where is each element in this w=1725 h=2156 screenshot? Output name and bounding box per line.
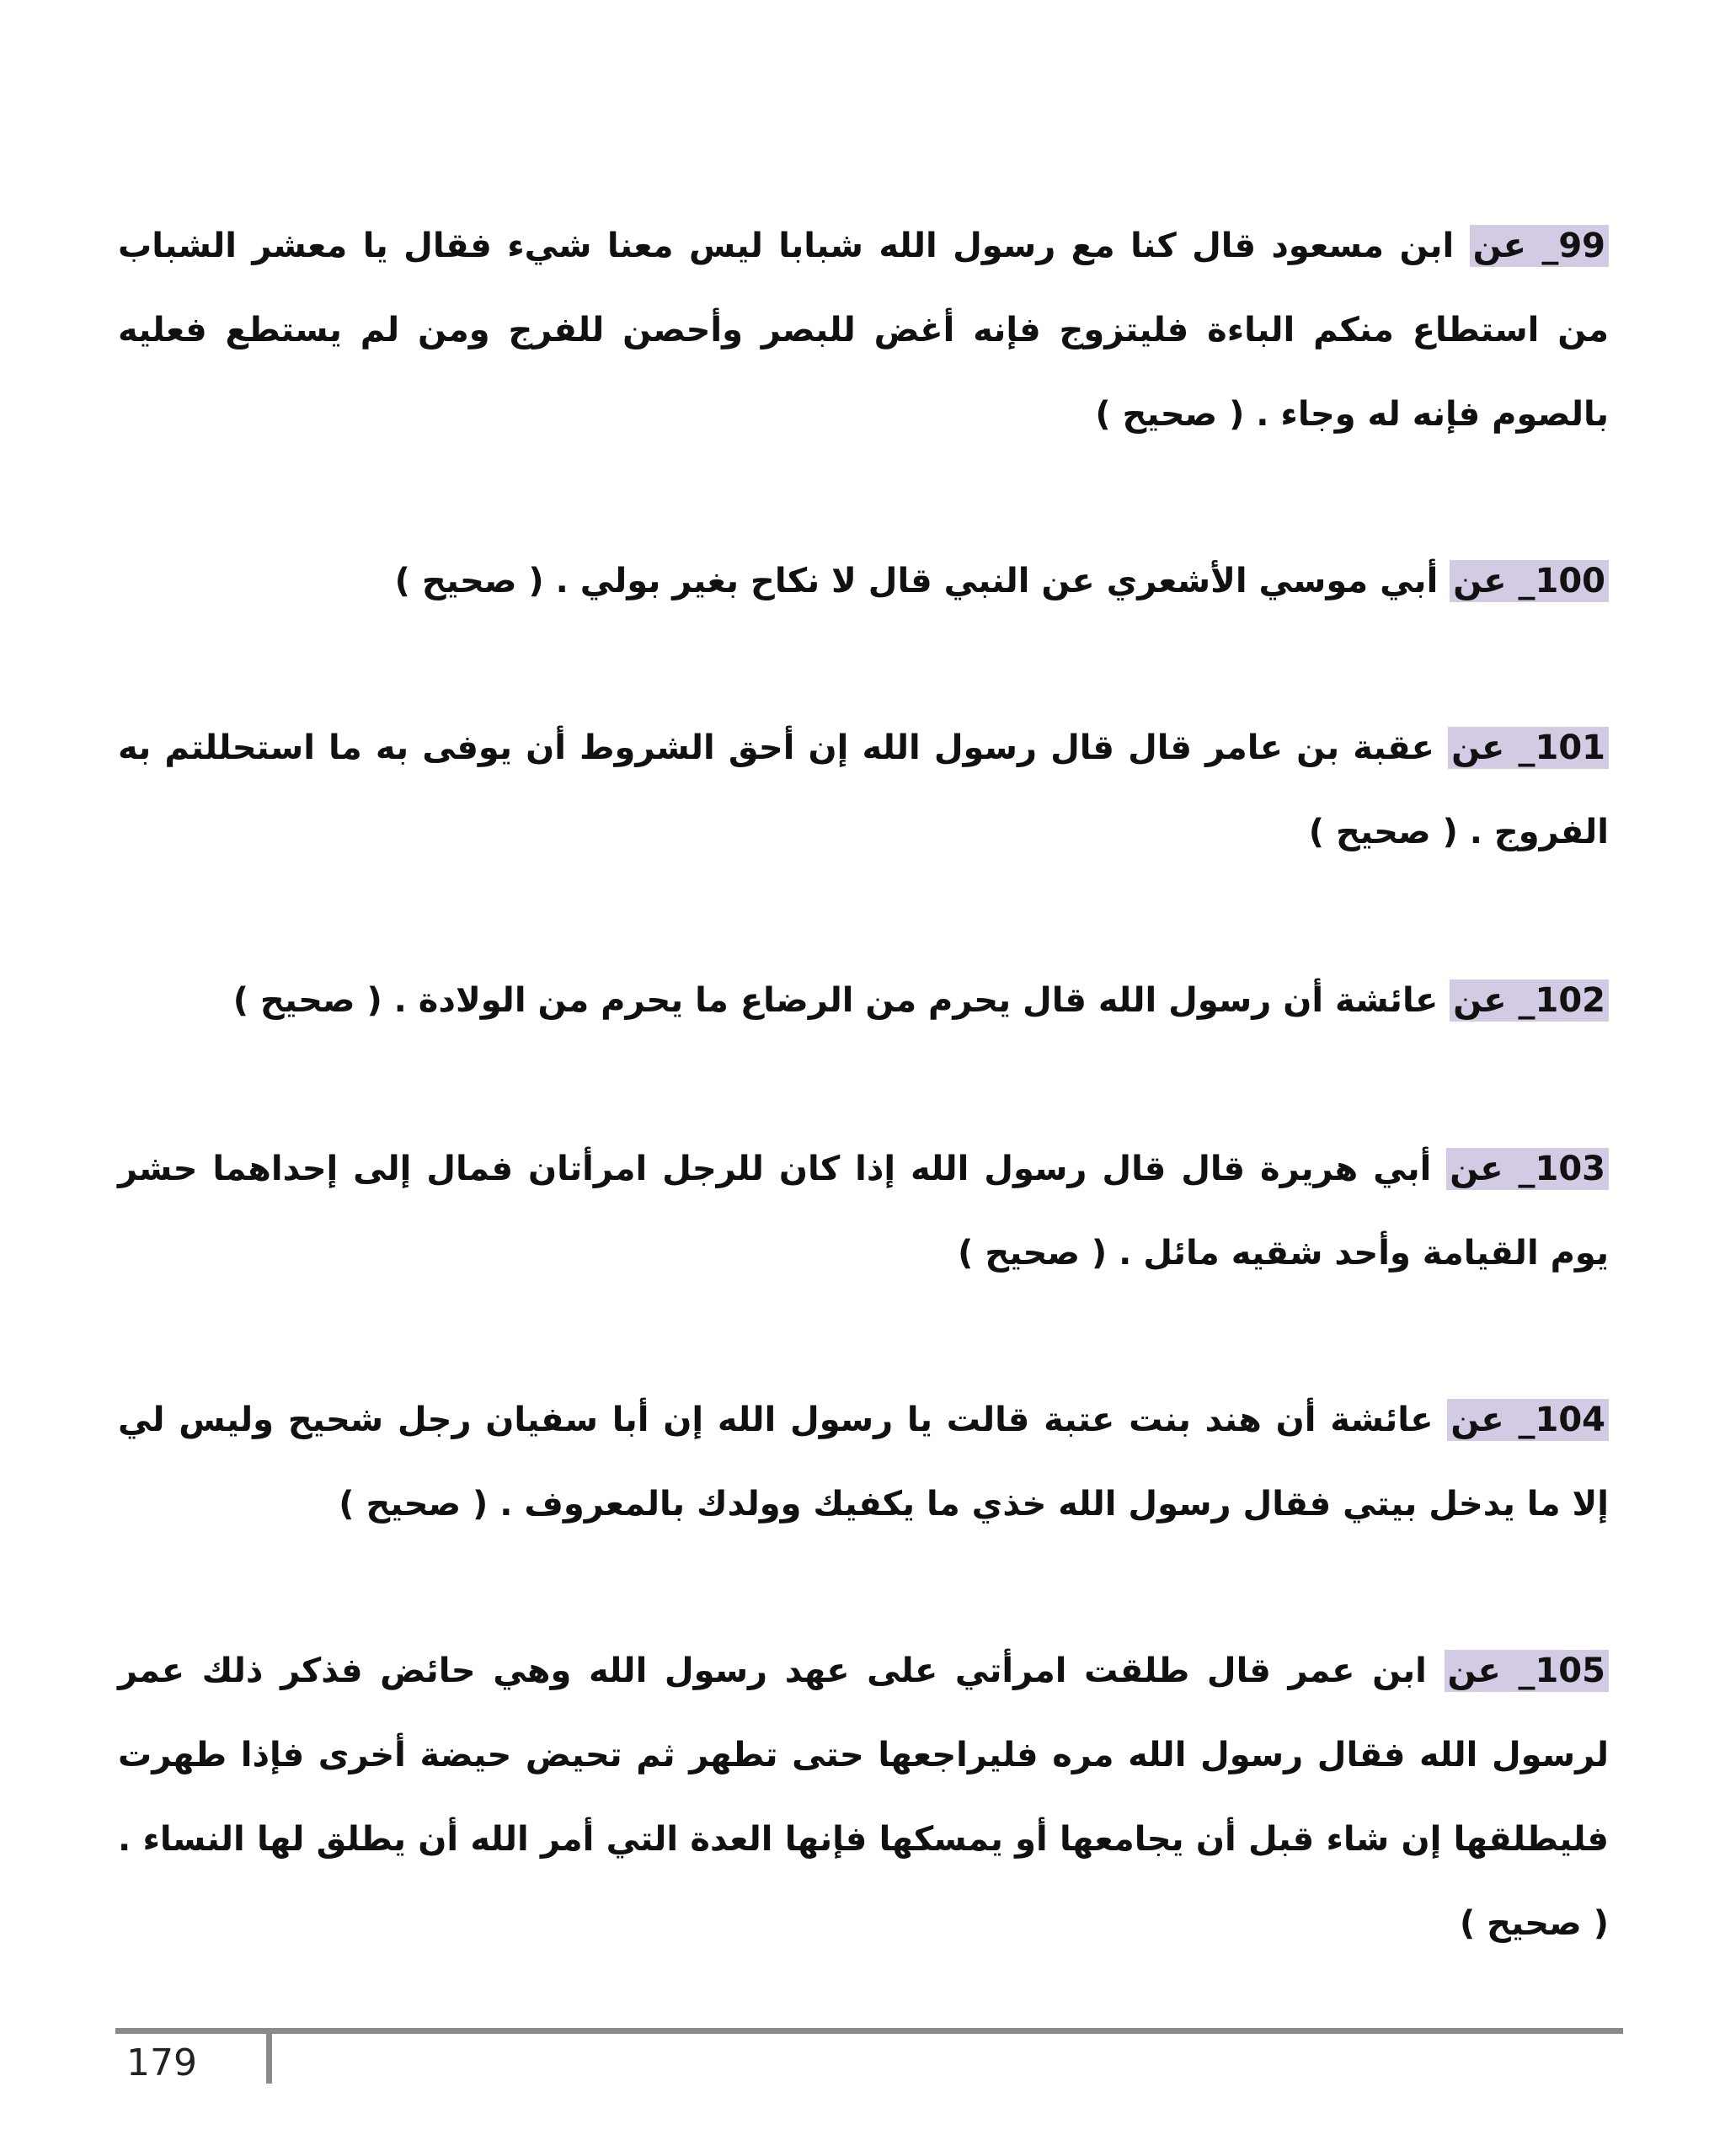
page-number: 179: [126, 2041, 197, 2084]
hadith-number-highlight: [1450, 560, 1609, 602]
hadith-number: 105_: [1518, 1652, 1605, 1690]
hadith-103: [118, 1127, 1609, 1295]
hadith-number: 101_: [1518, 728, 1605, 767]
hadith-number-highlight: [1445, 1650, 1609, 1692]
hadith-text: عائشة أن هند بنت عتبة قالت يا رسول الله إن أبا سفيان رجل شحيح وليس لي إلا ما يدخل بيتي فقال رسول الله خذي ما يكفيك وولدك بالمعروف . ( صحيح ): [118, 1401, 1609, 1524]
hadith-prefix: عن: [1450, 1150, 1503, 1188]
hadith-prefix: عن: [1451, 728, 1505, 767]
hadith-prefix: عن: [1450, 1401, 1504, 1439]
hadith-105: [118, 1629, 1609, 1966]
hadith-number: 103_: [1518, 1150, 1606, 1188]
hadith-text: عائشة أن رسول الله قال يحرم من الرضاع ما يحرم من الولادة . ( صحيح ): [232, 981, 1439, 1020]
hadith-prefix: عن: [1453, 981, 1507, 1020]
hadith-99: [118, 204, 1609, 456]
hadith-104: [118, 1378, 1609, 1546]
hadith-number-highlight: [1448, 727, 1609, 769]
hadith-number: 99_: [1541, 227, 1605, 265]
hadith-number-highlight: [1470, 225, 1609, 267]
hadith-number-highlight: [1447, 1399, 1609, 1441]
hadith-text: أبي هريرة قال قال رسول الله إذا كان للرجل امرأتان فمال إلى إحداهما حشر يوم القيامة وأحد شقيه مائل . ( صحيح ): [118, 1150, 1609, 1273]
footer-divider-tick: [266, 2030, 272, 2084]
hadith-prefix: عن: [1453, 562, 1507, 600]
hadith-number-highlight: [1450, 979, 1609, 1022]
hadith-number: 104_: [1518, 1401, 1605, 1439]
hadith-text: أبي موسي الأشعري عن النبي قال لا نكاح بغير بولي . ( صحيح ): [394, 562, 1439, 600]
hadith-102: [118, 958, 1609, 1043]
hadith-number: 100_: [1518, 562, 1605, 600]
hadith-101: [118, 706, 1609, 874]
hadith-prefix: عن: [1472, 227, 1526, 265]
hadith-prefix: عن: [1447, 1652, 1501, 1690]
hadith-100: [118, 539, 1609, 623]
footer-rule: [115, 2028, 1623, 2034]
hadith-text: عقبة بن عامر قال قال رسول الله إن أحق الشروط أن يوفى به ما استحللتم به الفروج . ( صحيح ): [118, 728, 1609, 851]
hadith-number: 102_: [1518, 981, 1605, 1020]
hadith-text: ابن عمر قال طلقت امرأتي على عهد رسول الله وهي حائض فذكر ذلك عمر لرسول الله فقال رسول الله مره فليراجعها حتى تطهر ثم تحيض حيضة أخرى فإذا طهرت فليطلقها إن شاء قبل أن يجامعها أو يمسكها فإنها العدة التي أمر الله أن يطلق لها النساء . ( صحيح ): [118, 1652, 1609, 1943]
hadith-number-highlight: [1446, 1148, 1609, 1190]
hadith-text: ابن مسعود قال كنا مع رسول الله شبابا ليس معنا شيء فقال يا معشر الشباب من استطاع منكم الباءة فليتزوج فإنه أغض للبصر وأحصن للفرج ومن لم يستطع فعليه بالصوم فإنه له وجاء . ( صحيح ): [118, 227, 1609, 434]
